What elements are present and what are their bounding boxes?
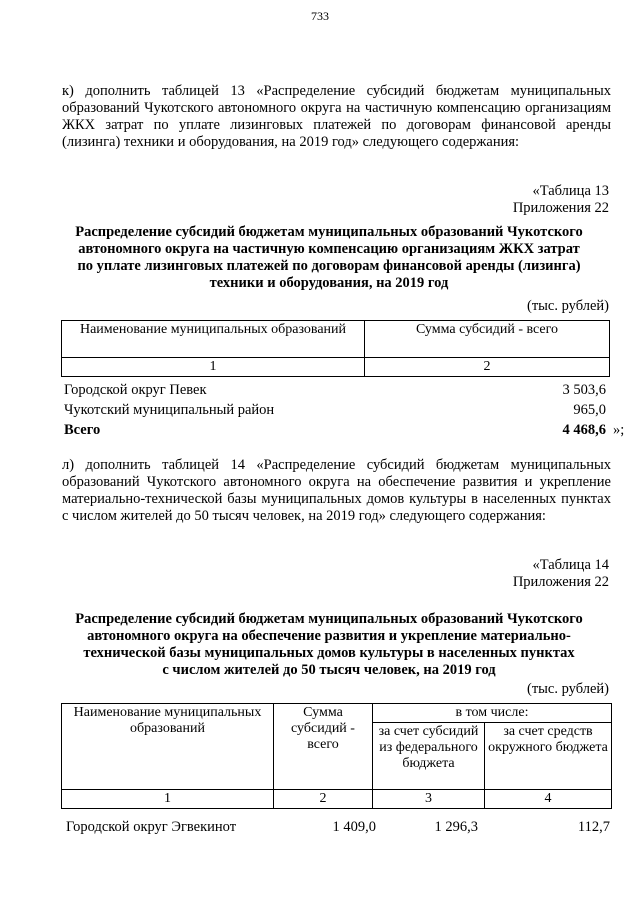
table-14-ref-line2: Приложения 22: [512, 574, 609, 590]
table-row: [62, 819, 612, 836]
table-14-colnum-4: 4: [485, 790, 612, 809]
row-value: 3 503,6: [562, 382, 606, 398]
row-total: 1 409,0: [332, 819, 376, 835]
table-14-colnum-1: 1: [62, 790, 274, 809]
table-13-ref-line1: «Таблица 13: [532, 183, 609, 199]
total-label: Всего: [64, 422, 101, 438]
table-13-ref-line2: Приложения 22: [512, 200, 609, 216]
table-14-header-name: Наименование муниципальных образований: [62, 704, 274, 790]
total-value: 4 468,6: [562, 422, 606, 438]
table-14-header-including: в том числе:: [373, 704, 612, 723]
table-13-title: Распределение субсидий бюджетам муниципальных образований Чукотского автономного округа на частичную компенсацию организациям ЖКХ затрат по уплате лизинговых платежей по договорам финансовой аренды (лизинга) техники и оборудования, на 2019 год: [75, 224, 583, 291]
row-name: Городской округ Певек: [64, 382, 207, 398]
row-name: Городской округ Эгвекинот: [66, 819, 237, 835]
table-13-header-total: Сумма субсидий - всего: [365, 321, 610, 358]
row-name: Чукотский муниципальный район: [64, 402, 275, 418]
table-13: [61, 320, 610, 377]
table-14-colnum-2: 2: [274, 790, 373, 809]
closing-quote: »;: [613, 422, 625, 438]
paragraph-l: л) дополнить таблицей 14 «Распределение субсидий бюджетам муниципальных образований Чукотского автономного округа на обеспечение развития и укрепление материально-технической базы муниципальных домов культуры в населенных пунктах с числом жителей до 50 тысяч человек, на 2019 год» следующего содержания:: [62, 457, 611, 524]
page-number: 733: [311, 9, 329, 23]
table-13-colnum-1: 1: [62, 358, 365, 377]
table-14: [61, 703, 612, 809]
row-district: 112,7: [577, 819, 610, 835]
table-14-colnum-3: 3: [373, 790, 485, 809]
table-14-header-federal: за счет субсидий из федерального бюджета: [373, 723, 485, 790]
table-13-colnum-2: 2: [365, 358, 610, 377]
table-14-units: (тыс. рублей): [527, 681, 609, 697]
paragraph-k: к) дополнить таблицей 13 «Распределение субсидий бюджетам муниципальных образований Чукотского автономного округа на частичную компенсацию организациям ЖКХ затрат по уплате лизинговых платежей по договорам финансовой аренды (лизинга) техники и оборудования, на 2019 год» следующего содержания:: [62, 83, 611, 150]
row-value: 965,0: [573, 402, 606, 418]
table-14-header-total: Сумма субсидий - всего: [274, 704, 373, 790]
row-federal: 1 296,3: [434, 819, 478, 835]
table-13-units: (тыс. рублей): [527, 298, 609, 314]
table-14-ref-line1: «Таблица 14: [532, 557, 609, 573]
table-14-header-district: за счет средств окружного бюджета: [485, 723, 612, 790]
table-13-header-name: Наименование муниципальных образований: [62, 321, 365, 358]
table-14-title: Распределение субсидий бюджетам муниципальных образований Чукотского автономного округа на обеспечение развития и укрепление материально- технической базы муниципальных домов культуры в населенных пунктах с числом жителей до 50 тысяч человек, на 2019 год: [75, 611, 583, 678]
